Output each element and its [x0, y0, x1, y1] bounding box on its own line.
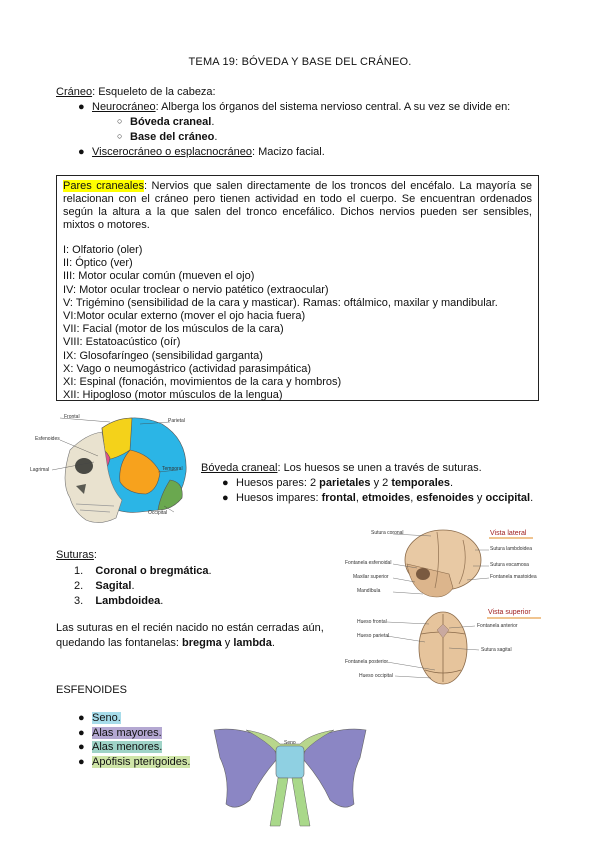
bullet-icon: ●: [78, 755, 85, 768]
sutura-item: 1. Coronal o bregmática.: [74, 565, 212, 577]
sphenoid-illustration: [200, 708, 380, 838]
subitem-base: ○ Base del cráneo.: [117, 131, 218, 143]
note-pre: quedando las fontanelas:: [56, 637, 182, 649]
sutura-item: 2. Sagital.: [74, 580, 135, 592]
bullet-icon: ●: [78, 712, 85, 724]
impares-sep: ,: [355, 492, 362, 504]
nerve-item: X: Vago o neumogástrico (actividad parasimpática): [63, 362, 312, 375]
esfenoides-list: [78, 711, 191, 769]
label-fontanela-mastoidea: Fontanela mastoidea: [490, 574, 537, 580]
pares-temporales: temporales: [391, 477, 451, 489]
label-sutura-sagital: Sutura sagital: [481, 647, 512, 653]
boveda-impares: [222, 492, 534, 504]
pares-mid: y 2: [370, 477, 392, 489]
nerve-item: II: Óptico (ver): [63, 257, 133, 270]
label-hueso-frontal: Hueso frontal: [357, 619, 387, 625]
bullet-icon: ●: [222, 477, 229, 489]
impares-esfenoides: esfenoides: [416, 492, 474, 504]
nerve-item: VII: Facial (motor de los músculos de la cara): [63, 323, 284, 336]
note-bregma: bregma: [182, 637, 222, 649]
newborn-skull-lateral: [345, 524, 545, 610]
nerve-item: XII: Hipogloso (motor músculos de la lengua): [63, 389, 283, 402]
note-lambda: lambda: [233, 637, 272, 649]
bullet-icon: ●: [78, 726, 85, 739]
esfenoides-item: [78, 726, 190, 741]
suturas-colon: :: [93, 549, 97, 561]
label-lagrimal: Lagrimal: [30, 467, 50, 473]
pares-end: .: [450, 477, 454, 489]
sutura-coronal: Coronal o bregmática: [95, 565, 209, 577]
neurocraneo-item: [78, 101, 511, 113]
subitem-base-text: Base del cráneo: [130, 131, 215, 143]
label-fontanela-posterior: Fontanela posterior: [345, 659, 389, 665]
cranial-nerves-intro: [63, 180, 532, 232]
circle-bullet-icon: ○: [117, 116, 123, 126]
label-frontal: Frontal: [64, 414, 80, 420]
nerve-item: XI: Espinal (fonación, movimientos de la cara y hombros): [63, 376, 342, 389]
bullet-icon: ●: [78, 741, 85, 753]
nerve-item: VI:Motor ocular externo (mover el ojo hacia fuera): [63, 310, 306, 323]
esfenoides-heading: ESFENOIDES: [56, 684, 127, 696]
viscerocraneo-item: [78, 146, 325, 158]
label-seno: Seno: [284, 740, 296, 746]
label-sutura-escamosa: Sutura escamosa: [490, 562, 529, 568]
suturas-term: Suturas: [56, 549, 94, 561]
sutura-lambdoidea: Lambdoidea: [95, 595, 161, 607]
neurocraneo-def: : Alberga los órganos del sistema nervioso central. A su vez se divide en:: [155, 101, 511, 113]
bullet-icon: ●: [78, 146, 85, 158]
craneo-line: [56, 86, 216, 98]
nerve-item: VIII: Estatoacústico (oír): [63, 336, 181, 349]
impares-sep: y: [473, 492, 486, 504]
pares-intro-text: : Nervios que salen directamente de los troncos del encéfalo. La mayoría se relacionan con el cráneo pero tienen actividad en todo el cuerpo. Se encuentran ordenados según la altura a la que salen del tronco encefálico. Dichos nervios pueden ser sensibles, mixtos o motores.: [63, 180, 532, 231]
cranial-nerves-box: [56, 175, 539, 401]
impares-sep: ,: [410, 492, 417, 504]
note-mid: y: [221, 637, 234, 649]
skull-illustration: [30, 410, 198, 528]
label-maxilar-superior: Maxilar superior: [353, 574, 389, 580]
label-esfenoides: Esfenoides: [35, 436, 60, 442]
subitem-boveda: ○ Bóveda craneal.: [117, 116, 215, 128]
bullet-icon: ●: [222, 492, 229, 504]
nerve-list: [63, 244, 532, 402]
esfenoides-item: [78, 740, 190, 755]
item-alas-mayores: Alas mayores.: [92, 726, 162, 739]
impares-etmoides: etmoides: [361, 492, 411, 504]
boveda-def: : Los huesos se unen a través de suturas.: [277, 462, 482, 474]
label-occipital: Occipital: [148, 510, 168, 516]
label-sutura-lambdoidea: Sutura lambdoidea: [490, 546, 532, 552]
suturas-list: [74, 564, 212, 609]
label-hueso-occipital: Hueso occipital: [359, 673, 393, 679]
nerve-item: IX: Glosofaríngeo (sensibilidad garganta): [63, 349, 263, 362]
esfenoides-item: [78, 755, 191, 770]
item-apofisis: Apófisis pterigoides.: [92, 755, 191, 768]
esfenoides-item: [78, 711, 190, 726]
boveda-line: [201, 462, 482, 474]
sutura-sagital: Sagital: [95, 580, 132, 592]
pares-parietales: parietales: [319, 477, 371, 489]
superior-view-title: Vista superior: [488, 609, 531, 616]
boveda-term: Bóveda craneal: [201, 462, 278, 474]
lateral-view-title: Vista lateral: [490, 530, 527, 537]
subitem-boveda-text: Bóveda craneal: [130, 116, 212, 128]
nerve-item: IV: Motor ocular troclear o nervio patético (extraocular): [63, 283, 329, 296]
item-seno: Seno.: [92, 712, 121, 724]
nerve-item: I: Olfatorio (oler): [63, 244, 143, 256]
pares-pre: Huesos pares: 2: [236, 477, 320, 489]
impares-end: .: [530, 492, 534, 504]
label-fontanela-esfenoidal: Fontanela esfenoidal: [345, 560, 392, 566]
item-alas-menores: Alas menores.: [92, 741, 163, 753]
label-hueso-parietal: Hueso parietal: [357, 633, 390, 639]
sphenoid-drawing: [200, 708, 380, 838]
craneo-def: : Esqueleto de la cabeza:: [92, 86, 216, 98]
label-fontanela-anterior: Fontanela anterior: [477, 623, 518, 629]
label-sutura-coronal: Sutura coronal: [371, 530, 404, 536]
sutura-item: 3. Lambdoidea.: [74, 595, 164, 607]
nerve-item: V: Trigémino (sensibilidad de la cara y masticar). Ramas: oftálmico, maxilar y mandibular.: [63, 296, 498, 309]
impares-occipital: occipital: [485, 492, 531, 504]
boveda-pares: [222, 477, 454, 489]
note-end: .: [271, 637, 275, 649]
viscerocraneo-term: Viscerocráneo o esplacnocráneo: [92, 146, 253, 158]
label-mandibula: Mandíbula: [357, 588, 381, 594]
label-temporal: Temporal: [162, 466, 183, 472]
fontanelas-note-1: Las suturas en el recién nacido no están cerradas aún,: [56, 622, 324, 634]
craneo-term: Cráneo: [56, 86, 93, 98]
nerve-item: III: Motor ocular común (mueven el ojo): [63, 270, 255, 283]
fontanelas-note-2: [56, 637, 275, 649]
page-title: TEMA 19: BÓVEDA Y BASE DEL CRÁNEO.: [188, 56, 412, 68]
impares-pre: Huesos impares:: [236, 492, 322, 504]
pares-term: Pares craneales: [63, 180, 144, 192]
bullet-icon: ●: [78, 101, 85, 113]
label-parietal: Parietal: [168, 418, 185, 424]
newborn-skull-superior: [345, 608, 545, 688]
neurocraneo-term: Neurocráneo: [92, 101, 156, 113]
suturas-heading: [56, 549, 97, 561]
viscerocraneo-def: : Macizo facial.: [252, 146, 325, 158]
circle-bullet-icon: ○: [117, 131, 123, 141]
impares-frontal: frontal: [321, 492, 356, 504]
